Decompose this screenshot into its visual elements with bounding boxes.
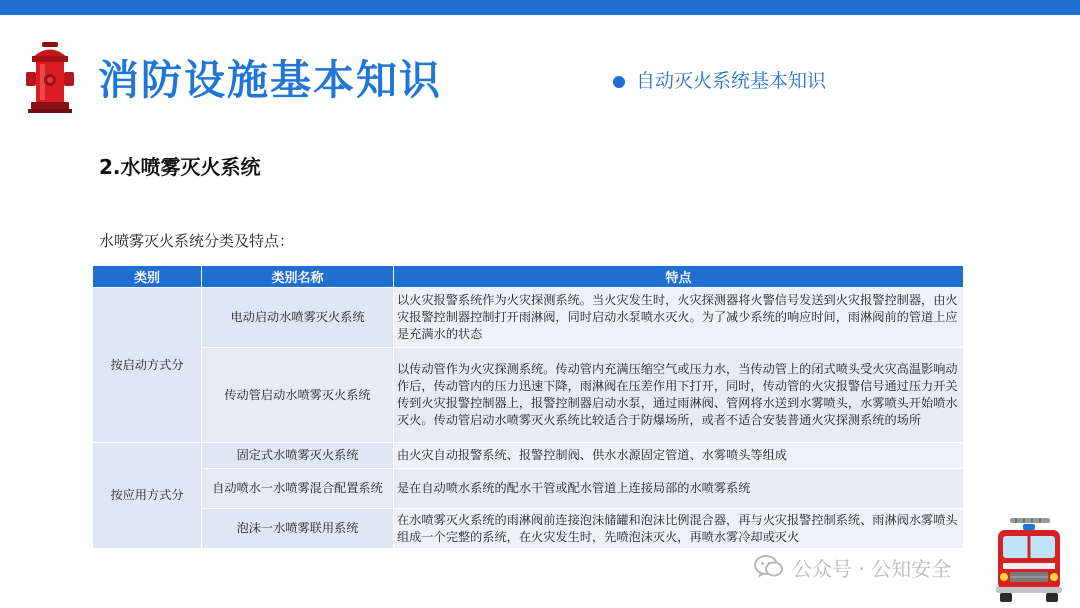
table-row [93, 443, 964, 469]
bullet-dot [613, 76, 625, 88]
section-subtitle: 自动灭火系统基本知识 [636, 70, 827, 92]
wechat-icon [754, 554, 784, 580]
top-accent-bar [0, 0, 1080, 15]
feature-cell: 以传动管作为火灾探测系统。传动管内充满压缩空气或压力水，当传动管上的闭式喷头受火灾高温影响动作后，传动管内的压力迅速下降，雨淋阀在压差作用下打开，同时，传动管的火灾报警信号通过压力开关传到火灾报警控制器上，报警控制器启动水泵，通过雨淋阀、管网将水送到水雾喷头，水雾喷头开始喷水灭火。传动管启动水喷雾灭火系统比较适合于防爆场所，或者不适合安装普通火灾探测系统的场所 [394, 348, 964, 443]
category-cell: 按启动方式分 [93, 288, 202, 443]
page-title: 消防设施基本知识 [98, 56, 442, 104]
column-header-feature: 特点 [394, 266, 964, 288]
feature-cell: 由火灾自动报警系统、报警控制阀、供水水源固定管道、水雾喷头等组成 [394, 443, 964, 469]
column-header-name: 类别名称 [202, 266, 394, 288]
table-row [93, 348, 964, 443]
watermark [754, 550, 951, 584]
system-name-cell: 传动管启动水喷雾灭火系统 [202, 348, 394, 443]
table-header-row [93, 266, 964, 288]
system-name-cell: 自动喷水一水喷雾混合配置系统 [202, 469, 394, 509]
fire-hydrant-icon [24, 42, 76, 114]
system-name-cell: 电动启动水喷雾灭火系统 [202, 288, 394, 348]
feature-cell: 是在自动喷水系统的配水干管或配水管道上连接局部的水喷雾系统 [394, 469, 964, 509]
table-row [93, 509, 964, 549]
feature-cell: 在水喷雾灭火系统的雨淋阀前连接泡沫储罐和泡沫比例混合器，再与火灾报警控制系统、雨淋阀水雾喷头组成一个完整的系统，在火灾发生时，先喷泡沫灭火，再喷水雾冷却或灭火 [394, 509, 964, 549]
classification-table [92, 265, 964, 549]
table-row [93, 469, 964, 509]
category-cell: 按应用方式分 [93, 443, 202, 549]
watermark-text: 公众号 · 公知安全 [792, 556, 952, 581]
section-heading: 2.水喷雾灭火系统 [99, 155, 261, 179]
table-row [93, 288, 964, 348]
column-header-category: 类别 [93, 266, 202, 288]
fire-truck-icon [988, 515, 1070, 603]
feature-cell: 以火灾报警系统作为火灾探测系统。当火灾发生时，火灾探测器将火警信号发送到火灾报警控制器，由火灾报警控制器控制打开雨淋阀，同时启动水泵喷水灭火。为了减少系统的响应时间，雨淋阀前的管道上应是充满水的状态 [394, 288, 964, 348]
intro-text: 水喷雾灭火系统分类及特点： [99, 232, 295, 250]
system-name-cell: 固定式水喷雾灭火系统 [202, 443, 394, 469]
system-name-cell: 泡沫一水喷雾联用系统 [202, 509, 394, 549]
